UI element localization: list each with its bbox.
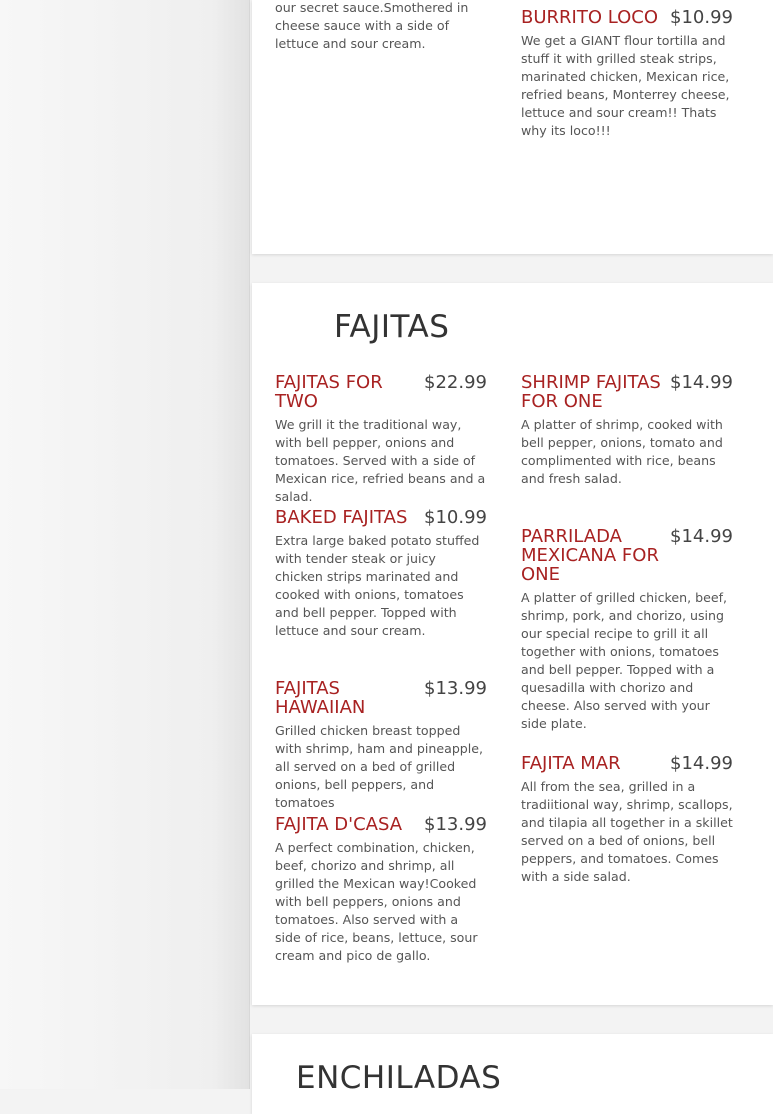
menu-item-price: $10.99 (424, 507, 487, 528)
menu-item-price: $14.99 (670, 372, 733, 393)
menu-item (275, 815, 487, 965)
menu-item-price: $10.99 (670, 7, 733, 28)
menu-item-name: SHRIMP FAJITAS FOR ONE (521, 372, 661, 412)
menu-item-price: $22.99 (424, 372, 487, 393)
menu-item-name: FAJITA MAR (521, 753, 621, 774)
section-title: FAJITAS (334, 309, 450, 345)
menu-item-name: BURRITO LOCO (521, 7, 659, 28)
menu-item-name: BAKED FAJITAS (275, 507, 408, 528)
menu-item-name: FAJITAS FOR TWO (275, 372, 383, 412)
menu-item-price: $14.99 (670, 753, 733, 774)
menu-section-enchiladas (252, 1034, 773, 1114)
menu-item (275, 679, 487, 812)
menu-section-burritos (252, 0, 773, 254)
menu-item-description: A perfect combination, chicken, beef, chorizo and shrimp, all grilled the Mexican way!Cooked with bell peppers, onions and tomatoes. Also served with a side of rice, beans, lettuce, sour cream and pico de gallo. (275, 840, 478, 963)
menu-item (275, 373, 487, 506)
menu-item (521, 527, 733, 733)
menu-section-fajitas (252, 283, 773, 1005)
menu-item-name: FAJITAS HAWAIIAN (275, 678, 366, 718)
menu-item-price: $14.99 (670, 526, 733, 547)
menu-item-description: We grill it the traditional way, with bell pepper, onions and tomatoes. Served with a side of Mexican rice, refried beans and a salad. (275, 417, 486, 504)
menu-item-price: $13.99 (424, 814, 487, 835)
menu-item-description: A platter of shrimp, cooked with bell pepper, onions, tomato and complimented with rice, beans and fresh salad. (521, 417, 723, 486)
menu-item-description: A platter of grilled chicken, beef, shrimp, pork, and chorizo, using our special recipe to grill it all together with onions, tomatoes and bell pepper. Topped with a quesadilla with chorizo and cheese. Also served with your side plate. (521, 590, 728, 731)
menu-item-description: Grilled chicken breast topped with shrimp, ham and pineapple, all served on a bed of grilled onions, bell peppers, and tomatoes (275, 723, 484, 810)
menu-item-description: Extra large baked potato stuffed with tender steak or juicy chicken strips marinated and cooked with onions, tomatoes and bell pepper. Topped with lettuce and sour cream. (275, 533, 480, 638)
menu-item (521, 754, 733, 886)
menu-item (521, 373, 733, 488)
section-title: ENCHILADAS (296, 1060, 502, 1096)
menu-item-description: our secret sauce.Smothered in cheese sauce with a side of lettuce and sour cream. (275, 0, 469, 51)
menu-item (275, 508, 487, 640)
menu-item (275, 0, 487, 53)
menu-item-name: FAJITA D'CASA (275, 814, 403, 835)
menu-item (521, 8, 733, 140)
menu-item-description: We get a GIANT flour tortilla and stuff it with grilled steak strips, marinated chicken, Mexican rice, refried beans, Monterrey cheese, lettuce and sour cream!! Thats why its loco!!! (521, 33, 730, 138)
menu-item-name: PARRILADA MEXICANA FOR ONE (521, 526, 659, 585)
menu-item-price: $13.99 (424, 678, 487, 699)
sidebar (0, 0, 250, 1089)
menu-item-description: All from the sea, grilled in a tradiitional way, shrimp, scallops, and tilapia all together in a skillet served on a bed of onions, bell peppers, and tomatoes. Comes with a side salad. (521, 779, 733, 884)
